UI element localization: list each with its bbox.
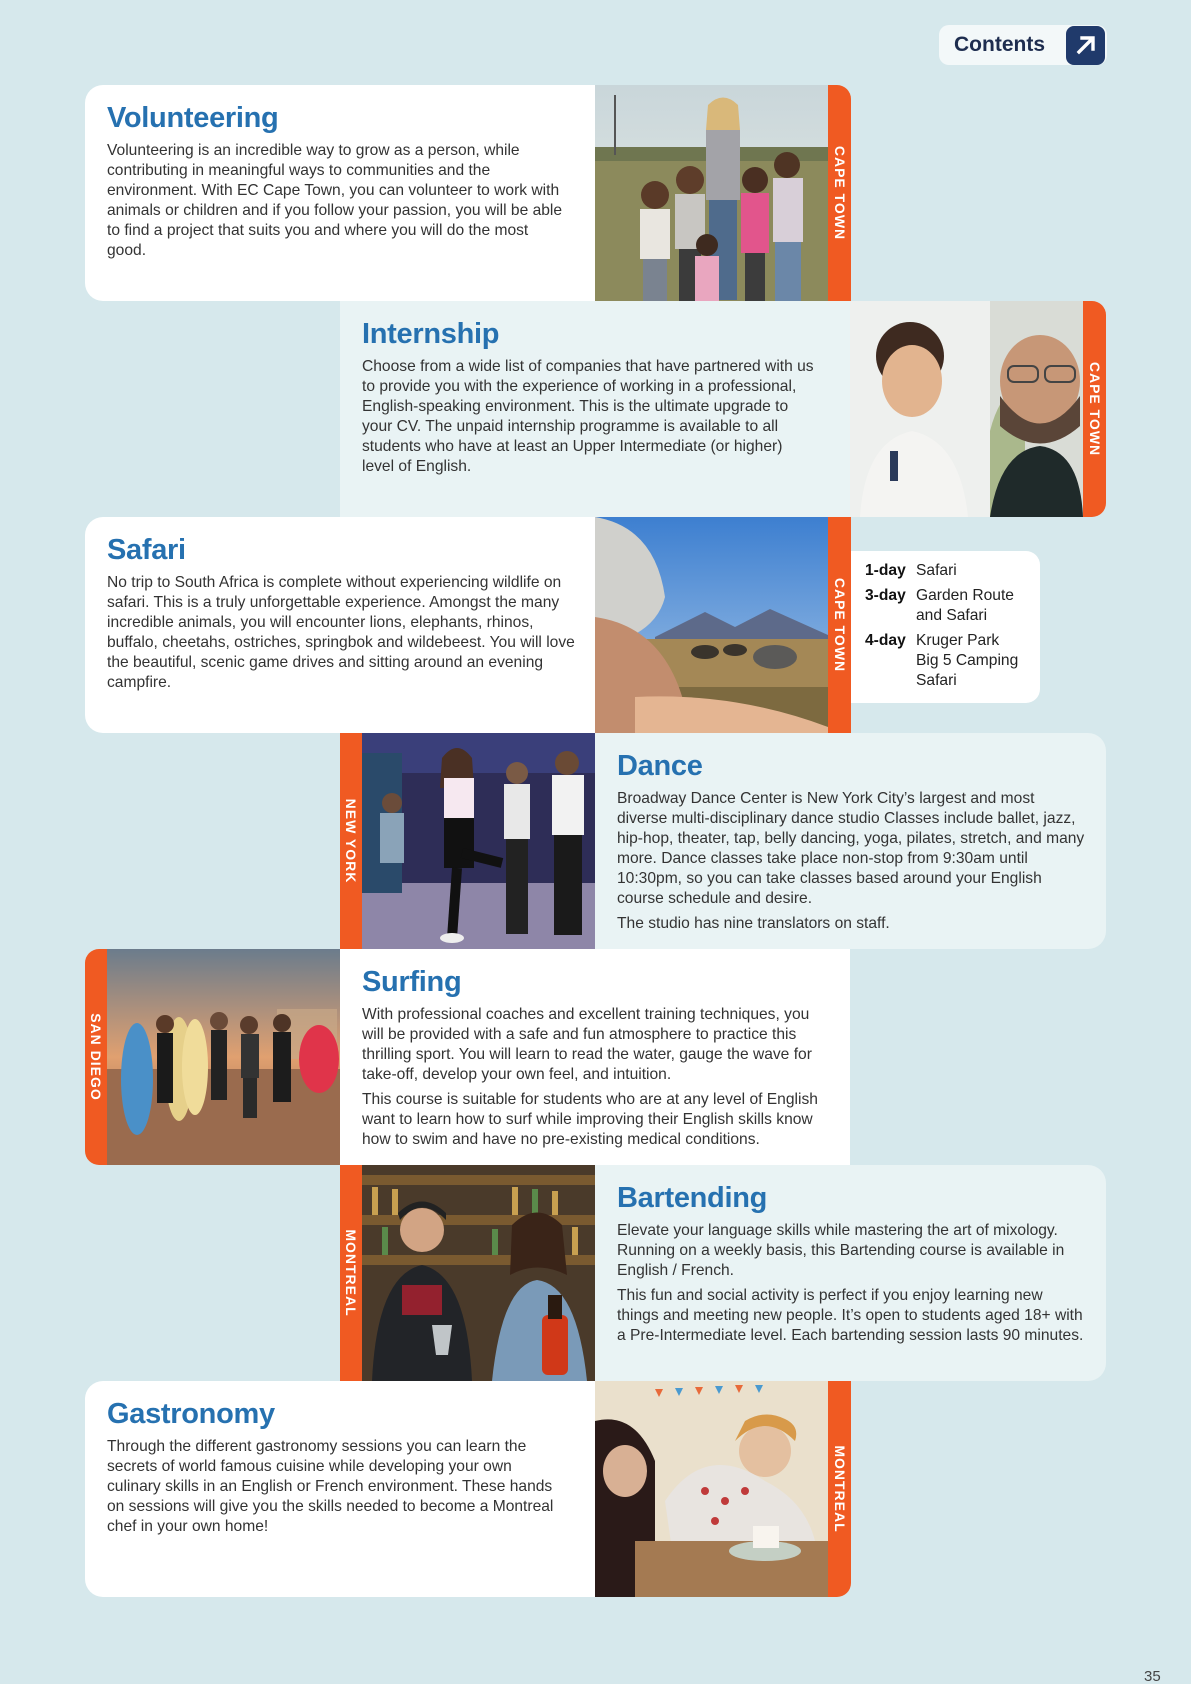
safari-location-strip: [828, 517, 851, 733]
contents-button[interactable]: [939, 25, 1107, 65]
contents-label: Contents: [954, 33, 1045, 56]
volunteering-panel: [85, 85, 595, 301]
internship-panel: [340, 301, 850, 517]
internship-photo: [850, 301, 1083, 517]
volunteering-location-strip: [828, 85, 851, 301]
tour-duration: 4-day: [865, 632, 906, 649]
dance-location-strip: [340, 733, 362, 949]
safari-location: CAPE TOWN: [831, 577, 848, 673]
volunteering-text: Volunteering is an incredible way to grow as a person, while contributing in meaningful ways to communities and the environment. With EC Cape Town, you can volunteer to work with animals or children and if you follow your passion, you will be able to find a project that suits you and where you will do the most good.: [107, 141, 563, 259]
dance-photo: [362, 733, 595, 949]
surfing-title: Surfing: [362, 966, 462, 998]
tour-duration: 1-day: [865, 562, 906, 579]
safari-tour-list: [851, 551, 1040, 703]
dance-location: NEW YORK: [343, 798, 359, 884]
arrow-up-right-icon: [1066, 26, 1105, 65]
gastronomy-title: Gastronomy: [107, 1398, 275, 1430]
dance-panel: [595, 733, 1106, 949]
tour-item: [865, 631, 1030, 691]
surfing-panel: [340, 949, 850, 1165]
bartending-location-strip: [340, 1165, 362, 1381]
gastronomy-photo: [595, 1381, 828, 1597]
safari-text: No trip to South Africa is complete without experiencing wildlife on safari. This is a truly unforgettable experience. Amongst the many incredible animals, you will encounter lions, elephants, rhinos, buffalo, cheetahs, ostriches, springbok and wildebeest. You will love the beautiful, scenic game drives and sitting around an evening campfire.: [107, 573, 575, 691]
safari-title: Safari: [107, 534, 186, 566]
bartending-text-2: This fun and social activity is perfect if you enjoy learning new things and meeting new people. It’s open to students aged 18+ with a Pre-Intermediate level. Each bartending session lasts 90 minutes.: [617, 1286, 1084, 1344]
surfing-text-1: With professional coaches and excellent training techniques, you will be provided with a safe and fun atmosphere to practice this thrilling sport. You will learn to read the water, gauge the wave for take-off, develop your own feel, and intuition.: [362, 1005, 812, 1083]
volunteering-title: Volunteering: [107, 102, 279, 134]
bartending-title: Bartending: [617, 1182, 768, 1214]
volunteering-photo: [595, 85, 828, 301]
page-number: 35: [1144, 1668, 1161, 1684]
internship-location-strip: [1083, 301, 1106, 517]
bartending-location: MONTREAL: [343, 1229, 359, 1317]
dance-title: Dance: [617, 750, 703, 782]
tour-item: [865, 561, 1030, 581]
tour-duration: 3-day: [865, 587, 906, 604]
tour-item: [865, 586, 1030, 626]
bartending-panel: [595, 1165, 1106, 1381]
surfing-location: SAN DIEGO: [88, 1013, 104, 1101]
surfing-location-strip: [85, 949, 107, 1165]
dance-text-2: The studio has nine translators on staff.: [617, 914, 890, 932]
bartending-photo: [362, 1165, 595, 1381]
volunteering-location: CAPE TOWN: [831, 145, 848, 241]
safari-photo: [595, 517, 828, 733]
safari-panel: [85, 517, 595, 733]
surfing-text-2: This course is suitable for students who are at any level of English want to learn how to surf while improving their English skills know how to swim and have no pre-existing medical conditions.: [362, 1090, 818, 1148]
gastronomy-panel: [85, 1381, 595, 1597]
tour-name: Safari: [916, 562, 957, 579]
surfing-photo: [107, 949, 340, 1165]
gastronomy-location-strip: [828, 1381, 851, 1597]
dance-text-1: Broadway Dance Center is New York City’s largest and most diverse multi-disciplinary dance studio Classes include ballet, jazz, hip-hop, theater, tap, belly dancing, yoga, pilates, stretch, and many more. Dance classes take place non-stop from 9:30am until 10:30pm, so you can take classes based around your English course schedule and desire.: [617, 789, 1085, 907]
internship-location: CAPE TOWN: [1086, 361, 1103, 457]
internship-title: Internship: [362, 318, 500, 350]
bartending-text-1: Elevate your language skills while mastering the art of mixology. Running on a weekly basis, this Bartending course is available in English / French.: [617, 1221, 1065, 1279]
tour-name: Kruger Park Big 5 Camping Safari: [916, 632, 1019, 689]
internship-text: Choose from a wide list of companies that have partnered with us to provide you with the experience of working in a professional, English-speaking environment. This is the ultimate upgrade to your CV. The unpaid internship programme is available to all students who have at least an Upper Intermediate (or higher) level of English.: [362, 357, 814, 475]
tour-name: Garden Route and Safari: [916, 587, 1014, 624]
gastronomy-text: Through the different gastronomy sessions you can learn the secrets of world famous cuisine while developing your own culinary skills in an English or French environment. These hands on sessions will give you the skills needed to become a Montreal chef in your own home!: [107, 1437, 554, 1535]
gastronomy-location: MONTREAL: [831, 1445, 848, 1533]
